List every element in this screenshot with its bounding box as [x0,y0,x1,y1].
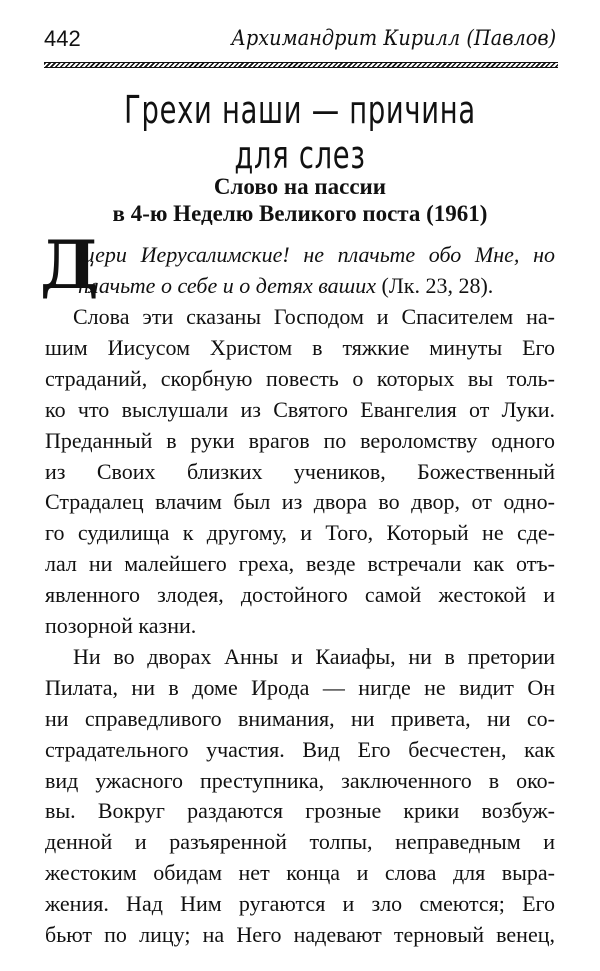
body-line: шим Иисусом Христом в тяжкие минуты Его [45,334,555,360]
body-line: позорной казни. [45,613,197,638]
drop-cap: Д [40,226,99,304]
subtitle-line-2: в 4-ю Неделю Великого поста (1961) [112,201,488,226]
epigraph-quote: плачьте о себе и о детях ваших [78,273,377,298]
chapter-title-line-2: для слез [234,133,366,177]
body-line: Пилата, ни в доме Ирода — нигде не видит Он [45,674,555,700]
body-line: го судилища к другому, и Того, Который не сде- [45,520,555,546]
epigraph-reference: (Лк. 23, 28). [376,273,494,298]
page-number: 442 [44,26,81,51]
header-ornamental-rule [44,62,558,68]
body-line: денной и разъяренной толпы, неправедным и [45,829,555,855]
body-line: страданий, скорбную повесть о которых вы толь- [45,365,555,391]
epigraph-line-1: щери Иерусалимские! не плачьте обо Мне, но [78,242,555,267]
body-line: жестоким обидам нет конца и слова для выра- [45,860,555,886]
body-line: из Своих близких учеников, Божественный [45,458,555,484]
body-line: бьют по лицу; на Него надевают терновый венец, [45,922,555,947]
body-line: Ни во дворах Анны и Каиафы, ни в претории [73,643,555,669]
body-line: Слова эти сказаны Господом и Спасителем на- [73,304,555,329]
chapter-title-line-1: Грехи наши — причина [124,88,476,132]
epigraph-line-2 [78,270,555,301]
body-line: явленного злодея, достойного самой жестокой и [45,582,555,608]
body-line: Преданный в руки врагов по вероломству одного [45,427,555,453]
body-line: вы. Вокруг раздаются грозные крики возбуж- [45,798,555,824]
body-line: страдательного участия. Вид Его бесчестен, как [45,736,555,762]
body-line: ко что выслушали из Святого Евангелия от Луки. [45,396,555,422]
running-head: Архимандрит Кирилл (Павлов) [231,26,556,50]
body-line: жения. Над Ним ругаются и зло смеются; Его [45,891,555,917]
subtitle-line-1: Слово на пассии [213,174,387,199]
body-line: ни справедливого внимания, ни привета, ни со- [45,705,555,731]
body-line: лал ни малейшего греха, везде встречали как отъ- [45,551,555,577]
body-line: Страдалец влачим был из двора во двор, от одно- [45,489,555,515]
body-line: вид ужасного преступника, заключенного в око- [45,767,555,793]
